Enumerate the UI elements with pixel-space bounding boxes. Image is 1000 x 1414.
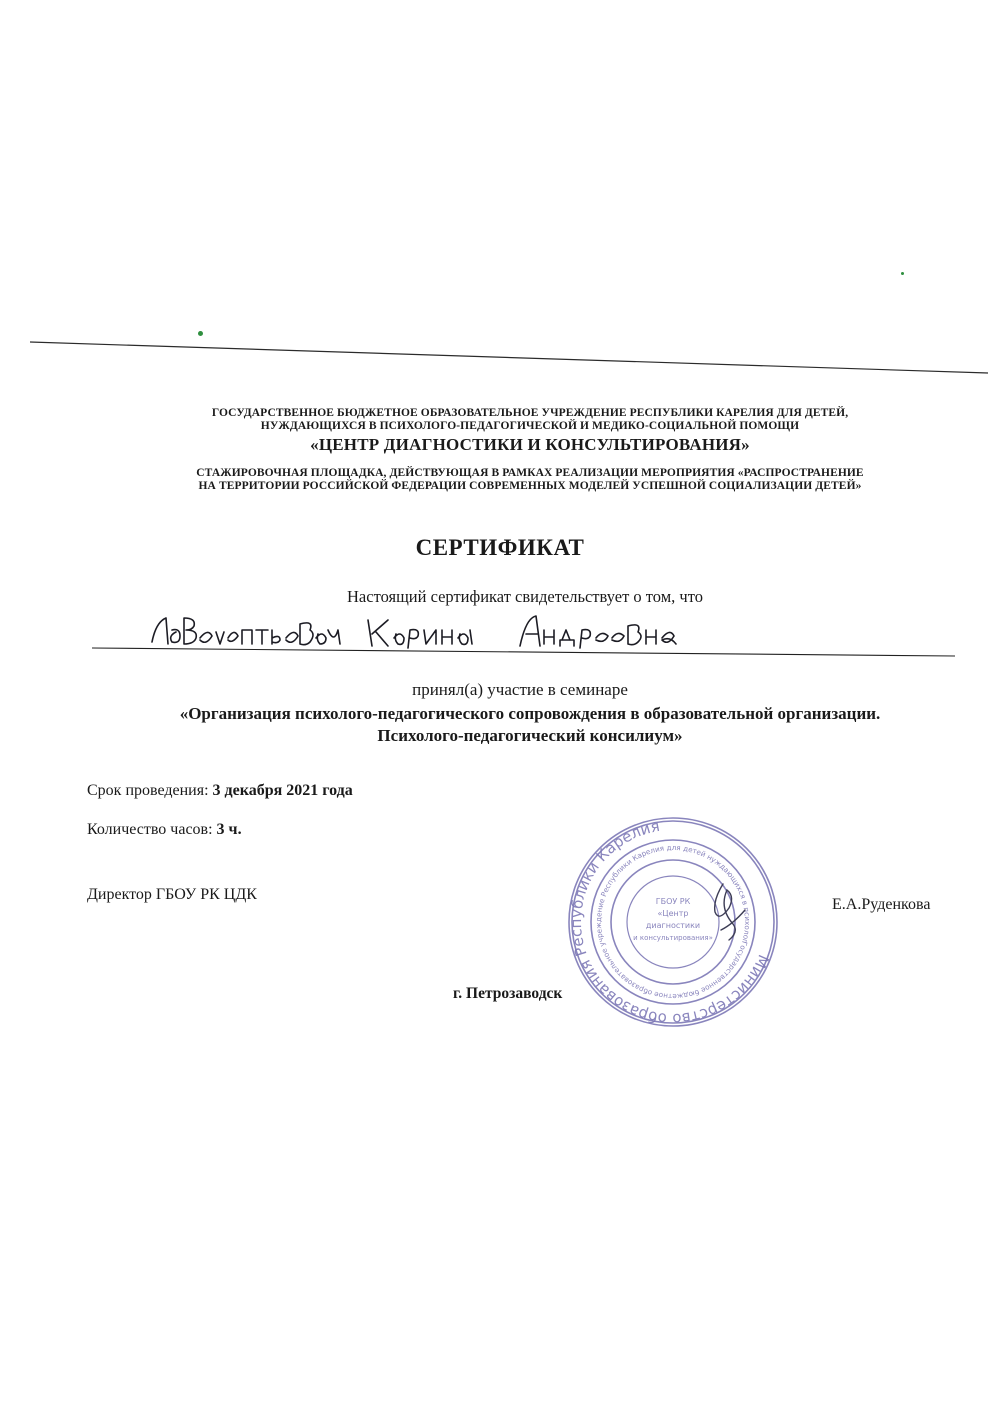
stamp-center-line: ГБОУ РК: [655, 897, 691, 906]
platform-line: СТАЖИРОВОЧНАЯ ПЛОЩАДКА, ДЕЙСТВУЮЩАЯ В РАМКАХ РЕАЛИЗАЦИИ МЕРОПРИЯТИЯ «РАСПРОСТРАНЕНИЕ: [196, 467, 864, 479]
stamp-center-line: «Центр: [657, 909, 689, 918]
attest-text: Настоящий сертификат свидетельствует о том, что: [347, 587, 703, 606]
hours-row: [87, 821, 242, 839]
hours-label: Количество часов:: [87, 821, 213, 838]
institution-header: [150, 407, 910, 455]
green-speck: [901, 272, 904, 275]
official-stamp: [563, 812, 783, 1032]
director-name: Е.А.Руденкова: [832, 896, 931, 913]
date-row: [87, 782, 353, 800]
stamp-center-line: диагностики: [645, 921, 701, 930]
platform-header: [150, 467, 910, 493]
certificate-title: СЕРТИФИКАТ: [415, 535, 585, 560]
date-label: Срок проведения:: [87, 782, 209, 799]
institution-line: НУЖДАЮЩИХСЯ В ПСИХОЛОГО-ПЕДАГОГИЧЕСКОЙ И МЕДИКО-СОЦИАЛЬНОЙ ПОМОЩИ: [260, 420, 800, 432]
platform-line: НА ТЕРРИТОРИИ РОССИЙСКОЙ ФЕДЕРАЦИИ СОВРЕМЕННЫХ МОДЕЛЕЙ УСПЕШНОЙ СОЦИАЛИЗАЦИИ ДЕТЕЙ»: [198, 480, 862, 492]
city: г. Петрозаводск: [453, 985, 563, 1002]
stamp-outer-text: Министерство образования Республики Карелия: [566, 817, 773, 1029]
stamp-center-line: и консультирования»: [633, 934, 713, 942]
center-name: «ЦЕНТР ДИАГНОСТИКИ И КОНСУЛЬТИРОВАНИЯ»: [310, 435, 750, 454]
participation-text: принял(а) участие в семинаре: [412, 680, 628, 699]
green-speck: [198, 331, 203, 336]
top-rule: [30, 339, 990, 379]
seminar-title-line: Психолого-педагогический консилиум»: [377, 726, 683, 745]
director-title: Директор ГБОУ РК ЦДК: [87, 886, 257, 903]
seminar-title: [80, 703, 980, 747]
seminar-title-line: «Организация психолого-педагогического сопровождения в образовательной организации.: [179, 704, 881, 723]
hours-value: 3 ч.: [216, 821, 242, 838]
recipient-name-handwritten: [0, 600, 1000, 670]
stamp-inner-text: Государственное бюджетное образовательное учреждение Республики Карелия для детей нуждающихся в психолого-педагогической: [593, 842, 753, 1002]
institution-line: ГОСУДАРСТВЕННОЕ БЮДЖЕТНОЕ ОБРАЗОВАТЕЛЬНОЕ УЧРЕЖДЕНИЕ РЕСПУБЛИКИ КАРЕЛИЯ ДЛЯ ДЕТЕЙ,: [211, 407, 849, 419]
date-value: 3 декабря 2021 года: [212, 782, 353, 799]
